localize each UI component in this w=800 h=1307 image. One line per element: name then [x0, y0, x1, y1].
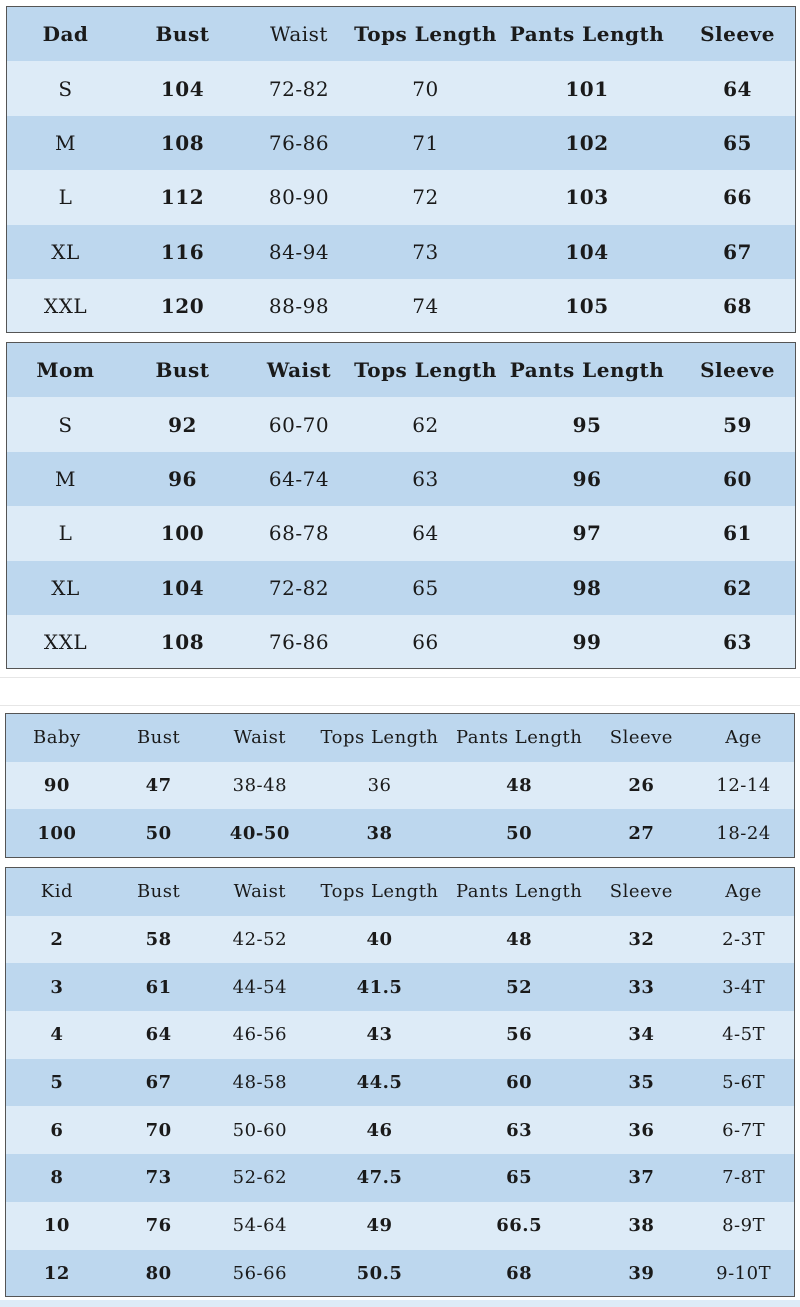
waist-cell: 60-70: [268, 412, 330, 437]
table-header-row: [7, 7, 795, 61]
bust-cell: 67: [145, 1072, 172, 1094]
bust-cell: 70: [145, 1119, 172, 1141]
pants-length-cell: 97: [572, 521, 602, 546]
sleeve-cell: 60: [723, 466, 752, 491]
bust-cell: 108: [160, 130, 205, 155]
waist-cell: 40-50: [229, 822, 290, 844]
bust-cell: 58: [145, 929, 172, 951]
grid-divider: [0, 705, 800, 706]
age-cell: 9-10T: [716, 1262, 772, 1284]
size-cell: 5: [50, 1072, 64, 1094]
size-cell: S: [58, 76, 73, 101]
table-row: [6, 1059, 794, 1107]
sleeve-cell: 37: [628, 1167, 655, 1189]
kid-size-table: [5, 867, 795, 1297]
header-cell-pants-length: Pants Length: [455, 881, 583, 903]
size-cell: 8: [50, 1167, 64, 1189]
header-cell-waist: Waist: [270, 22, 328, 47]
pants-length-cell: 104: [565, 239, 609, 264]
table-row: [7, 225, 795, 279]
header-cell-tops-length: Tops Length: [320, 727, 439, 749]
header-cell-mom: Mom: [36, 358, 95, 383]
header-cell-sleeve: Sleeve: [609, 881, 673, 903]
waist-cell: 64-74: [268, 466, 330, 491]
tops-length-cell: 74: [412, 294, 439, 319]
age-cell: 18-24: [716, 822, 771, 844]
bust-cell: 80: [145, 1262, 172, 1284]
tops-length-cell: 70: [412, 76, 439, 101]
header-cell-pants-length: Pants Length: [509, 22, 665, 47]
table-row: [6, 762, 794, 810]
pants-length-cell: 56: [506, 1024, 533, 1046]
sleeve-cell: 64: [723, 76, 752, 101]
sleeve-cell: 32: [628, 929, 655, 951]
size-cell: 6: [50, 1119, 64, 1141]
pants-length-cell: 48: [506, 929, 533, 951]
pants-length-cell: 98: [572, 575, 602, 600]
waist-cell: 80-90: [268, 185, 330, 210]
header-cell-sleeve: Sleeve: [700, 22, 775, 47]
waist-cell: 42-52: [232, 929, 288, 951]
sleeve-cell: 33: [628, 976, 655, 998]
tops-length-cell: 73: [412, 239, 439, 264]
size-cell: 12: [43, 1262, 70, 1284]
tops-length-cell: 50.5: [356, 1262, 403, 1284]
bust-cell: 100: [160, 521, 205, 546]
size-cell: XXL: [43, 294, 88, 319]
pants-length-cell: 102: [565, 130, 609, 155]
bust-cell: 120: [160, 294, 205, 319]
waist-cell: 68-78: [268, 521, 330, 546]
bust-cell: 104: [160, 575, 205, 600]
bust-cell: 73: [145, 1167, 172, 1189]
tops-length-cell: 41.5: [356, 976, 403, 998]
bust-cell: 96: [168, 466, 197, 491]
bust-cell: 112: [160, 185, 205, 210]
age-cell: 3-4T: [722, 976, 766, 998]
bottom-strip: [0, 1300, 800, 1307]
header-cell-dad: Dad: [42, 22, 89, 47]
pants-length-cell: 60: [506, 1072, 533, 1094]
pants-length-cell: 52: [506, 976, 533, 998]
tops-length-cell: 47.5: [356, 1167, 403, 1189]
header-cell-tops-length: Tops Length: [354, 358, 497, 383]
table-header-row: [6, 714, 794, 762]
tops-length-cell: 62: [412, 412, 439, 437]
pants-length-cell: 105: [565, 294, 609, 319]
tops-length-cell: 49: [366, 1215, 393, 1237]
size-cell: XL: [51, 575, 80, 600]
pants-length-cell: 63: [506, 1119, 533, 1141]
waist-cell: 52-62: [232, 1167, 288, 1189]
tops-length-cell: 72: [412, 185, 439, 210]
age-cell: 7-8T: [722, 1167, 766, 1189]
table-row: [6, 1202, 794, 1250]
size-cell: 10: [43, 1215, 70, 1237]
sleeve-cell: 39: [628, 1262, 655, 1284]
pants-length-cell: 48: [506, 775, 533, 797]
waist-cell: 84-94: [268, 239, 330, 264]
size-cell: M: [55, 130, 76, 155]
size-cell: 3: [50, 976, 64, 998]
size-cell: 100: [37, 822, 77, 844]
table-row: [6, 1106, 794, 1154]
tops-length-cell: 44.5: [356, 1072, 403, 1094]
tops-length-cell: 43: [366, 1024, 393, 1046]
grid-divider: [0, 677, 800, 678]
waist-cell: 76-86: [268, 630, 330, 655]
table-row: [6, 809, 794, 857]
age-cell: 4-5T: [722, 1024, 766, 1046]
bust-cell: 61: [145, 976, 172, 998]
waist-cell: 44-54: [232, 976, 288, 998]
header-cell-bust: Bust: [136, 881, 181, 903]
table-row: [7, 61, 795, 115]
sleeve-cell: 63: [723, 630, 752, 655]
waist-cell: 50-60: [232, 1119, 288, 1141]
age-cell: 2-3T: [722, 929, 766, 951]
tops-length-cell: 46: [366, 1119, 393, 1141]
waist-cell: 46-56: [232, 1024, 288, 1046]
size-cell: L: [58, 521, 73, 546]
table-row: [6, 1154, 794, 1202]
bust-cell: 76: [145, 1215, 172, 1237]
table-row: [7, 170, 795, 224]
table-row: [6, 963, 794, 1011]
sleeve-cell: 27: [628, 822, 655, 844]
pants-length-cell: 65: [506, 1167, 533, 1189]
dad-size-table: [6, 6, 796, 333]
sleeve-cell: 38: [628, 1215, 655, 1237]
header-cell-tops-length: Tops Length: [320, 881, 439, 903]
tops-length-cell: 63: [412, 466, 439, 491]
table-row: [7, 452, 795, 506]
waist-cell: 56-66: [232, 1262, 288, 1284]
header-cell-bust: Bust: [136, 727, 181, 749]
age-cell: 6-7T: [722, 1119, 766, 1141]
pants-length-cell: 96: [572, 466, 602, 491]
tops-length-cell: 36: [367, 775, 392, 797]
waist-cell: 48-58: [232, 1072, 288, 1094]
waist-cell: 72-82: [268, 575, 330, 600]
table-row: [7, 116, 795, 170]
size-cell: M: [55, 466, 76, 491]
waist-cell: 54-64: [232, 1215, 288, 1237]
sleeve-cell: 66: [723, 185, 752, 210]
bust-cell: 50: [145, 822, 172, 844]
pants-length-cell: 68: [506, 1262, 533, 1284]
pants-length-cell: 103: [565, 185, 609, 210]
sleeve-cell: 65: [723, 130, 752, 155]
header-cell-baby: Baby: [33, 727, 81, 749]
sleeve-cell: 68: [723, 294, 752, 319]
tops-length-cell: 66: [412, 630, 439, 655]
size-cell: L: [58, 185, 73, 210]
pants-length-cell: 66.5: [496, 1215, 543, 1237]
size-cell: 2: [50, 929, 64, 951]
table-row: [6, 1250, 794, 1298]
sleeve-cell: 59: [723, 412, 752, 437]
bust-cell: 92: [168, 412, 197, 437]
mom-size-table: [6, 342, 796, 669]
baby-size-table: [5, 713, 795, 858]
bust-cell: 116: [160, 239, 205, 264]
bust-cell: 47: [145, 775, 172, 797]
tops-length-cell: 71: [412, 130, 439, 155]
age-cell: 8-9T: [722, 1215, 766, 1237]
header-cell-age: Age: [725, 727, 762, 749]
size-cell: XXL: [43, 630, 88, 655]
pants-length-cell: 101: [565, 76, 609, 101]
age-cell: 5-6T: [722, 1072, 766, 1094]
tops-length-cell: 64: [412, 521, 439, 546]
table-row: [7, 397, 795, 451]
table-row: [7, 561, 795, 615]
header-cell-waist: Waist: [233, 881, 287, 903]
bust-cell: 108: [160, 630, 205, 655]
header-cell-pants-length: Pants Length: [509, 358, 665, 383]
header-cell-pants-length: Pants Length: [455, 727, 583, 749]
size-cell: S: [58, 412, 73, 437]
size-cell: 90: [43, 775, 70, 797]
tops-length-cell: 40: [366, 929, 393, 951]
sleeve-cell: 34: [628, 1024, 655, 1046]
waist-cell: 88-98: [268, 294, 330, 319]
size-cell: 4: [50, 1024, 64, 1046]
size-cell: XL: [51, 239, 80, 264]
header-cell-waist: Waist: [266, 358, 332, 383]
waist-cell: 72-82: [268, 76, 330, 101]
table-row: [6, 916, 794, 964]
waist-cell: 76-86: [268, 130, 330, 155]
pants-length-cell: 95: [572, 412, 602, 437]
waist-cell: 38-48: [232, 775, 288, 797]
header-cell-sleeve: Sleeve: [700, 358, 775, 383]
tops-length-cell: 38: [366, 822, 393, 844]
table-row: [7, 279, 795, 333]
bust-cell: 64: [145, 1024, 172, 1046]
sleeve-cell: 35: [628, 1072, 655, 1094]
pants-length-cell: 99: [572, 630, 602, 655]
header-cell-bust: Bust: [155, 358, 210, 383]
table-header-row: [7, 343, 795, 397]
age-cell: 12-14: [716, 775, 771, 797]
pants-length-cell: 50: [506, 822, 533, 844]
header-cell-tops-length: Tops Length: [354, 22, 497, 47]
sleeve-cell: 67: [723, 239, 752, 264]
bust-cell: 104: [160, 76, 205, 101]
sleeve-cell: 26: [628, 775, 655, 797]
sleeve-cell: 62: [723, 575, 752, 600]
sleeve-cell: 36: [628, 1119, 655, 1141]
table-row: [6, 1011, 794, 1059]
sleeve-cell: 61: [723, 521, 752, 546]
header-cell-kid: Kid: [40, 881, 73, 903]
table-row: [7, 506, 795, 560]
header-cell-sleeve: Sleeve: [609, 727, 673, 749]
table-header-row: [6, 868, 794, 916]
header-cell-age: Age: [725, 881, 762, 903]
header-cell-waist: Waist: [233, 727, 287, 749]
header-cell-bust: Bust: [155, 22, 210, 47]
tops-length-cell: 65: [412, 575, 439, 600]
table-row: [7, 615, 795, 669]
